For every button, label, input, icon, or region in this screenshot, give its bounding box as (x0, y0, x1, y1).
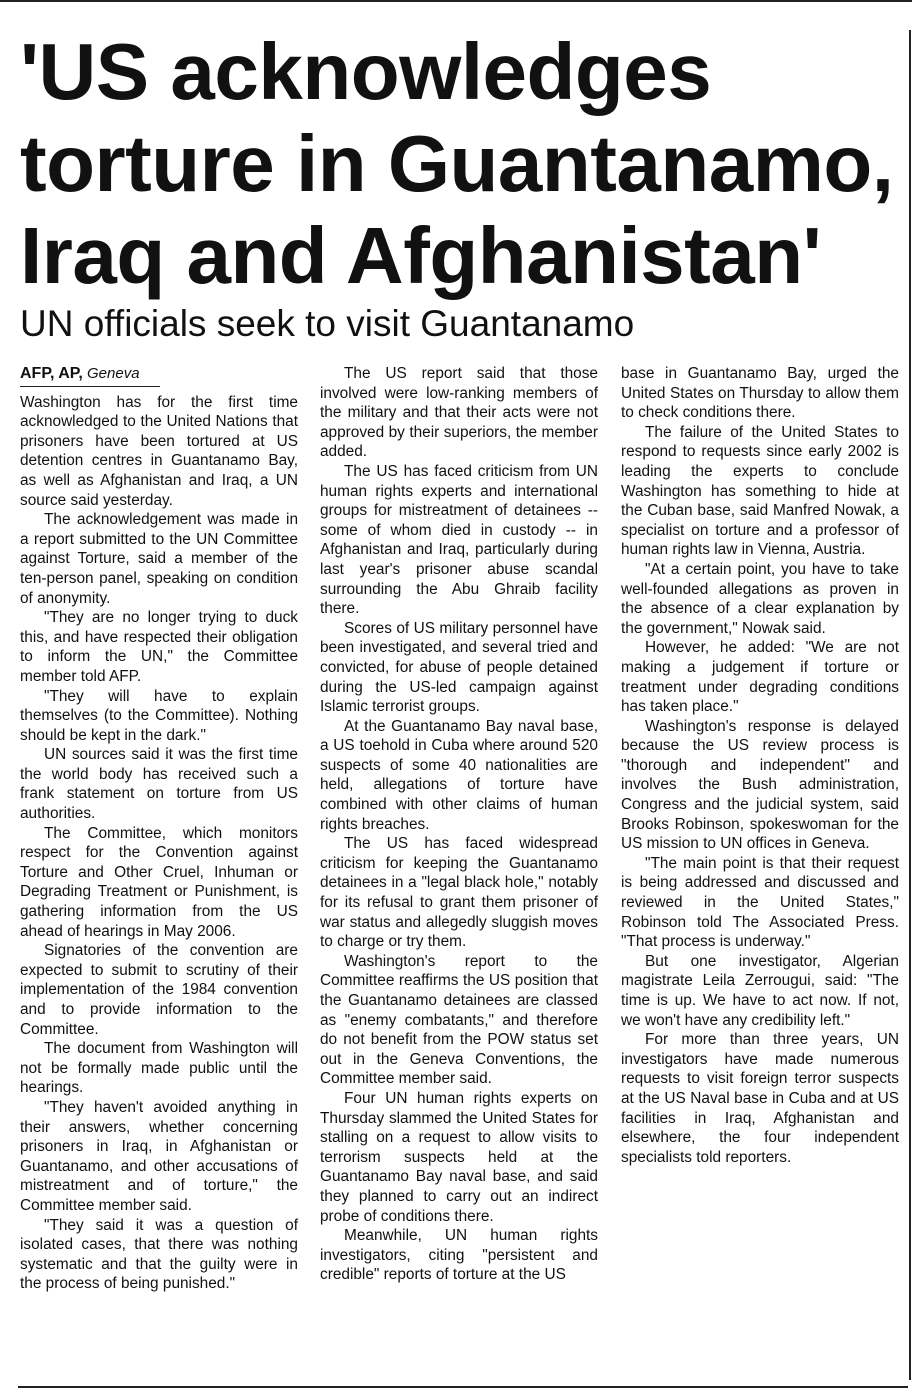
byline-agency: AFP, AP, (20, 365, 83, 382)
paragraph: At the Guantanamo Bay naval base, a US toehold in Cuba where around 520 suspects of some 40 nationalities are held, allegations of torture have combined with other claims of human rights breaches. (320, 717, 598, 833)
paragraph: But one investigator, Algerian magistrate Leila Zerrougui, said: "The time is up. We have to act now. If not, we won't have any credibility left." (621, 952, 899, 1029)
paragraph: Signatories of the convention are expected to submit to scrutiny of their implementation of the 1984 convention and to provide information to the Committee. (20, 942, 298, 1038)
paragraph: For more than three years, UN investigators have made numerous requests to visit foreign terror suspects at the US Naval base in Cuba and at US facilities in Iraq, Afghanistan and elsewhere, the four independent specialists told reporters. (621, 1031, 899, 1166)
article-column-1 (20, 364, 298, 1294)
paragraph: However, he added: "We are not making a judgement if torture or treatment under degrading conditions has taken place." (621, 639, 899, 716)
article-column-2 (320, 364, 598, 1285)
byline (20, 364, 160, 387)
paragraph: Scores of US military personnel have been investigated, and several tried and convicted, for abuse of people detained during the US-led campaign against Islamic terrorist groups. (320, 619, 598, 716)
byline-location: Geneva (87, 365, 140, 382)
paragraph: The US has faced widespread criticism for keeping the Guantanamo detainees in a "legal black hole," notably for its refusal to grant them prisoner of war status and allegedly sluggish moves to charge or try them. (320, 835, 598, 951)
paragraph: The US report said that those involved were low-ranking members of the military and that their acts were not approved by their superiors, the member added. (320, 365, 598, 461)
paragraph: Washington's report to the Committee reaffirms the US position that the Guantanamo detainees are classed as "enemy combatants," and therefore do not benefit from the POW status set out in the Geneva Conventions, the Committee member said. (320, 952, 598, 1088)
paragraph: The acknowledgement was made in a report submitted to the UN Committee against Torture, said a member of the ten-person panel, speaking on condition of anonymity. (20, 511, 298, 607)
paragraph: "They will have to explain themselves (to the Committee). Nothing should be kept in the dark." (20, 687, 298, 744)
paragraph: "They haven't avoided anything in their answers, whether concerning prisoners in Iraq, in Afghanistan or Guantanamo, and other accusations of mistreatment and of torture," the Committee member said. (20, 1098, 298, 1214)
paragraph: The US has faced criticism from UN human rights experts and international groups for mistreatment of detainees -- some of whom died in custody -- in Afghanistan and Iraq, particularly during last year's prisoner abuse scandal surrounding the Abu Ghraib facility there. (320, 462, 598, 618)
paragraph: The failure of the United States to respond to requests since early 2002 is leading the experts to conclude Washington has something to hide at the Cuban base, said Manfred Nowak, a specialist on torture and a professor of human rights law in Vienna, Austria. (621, 423, 899, 559)
paragraph: base in Guantanamo Bay, urged the United States on Thursday to allow them to check conditions there. (621, 365, 899, 422)
right-rule (909, 30, 911, 1380)
paragraph: Meanwhile, UN human rights investigators, citing "persistent and credible" reports of torture at the US (320, 1227, 598, 1284)
paragraph: "At a certain point, you have to take well-founded allegations as proven in the absence of a clear explanation by the government," Nowak said. (621, 560, 899, 637)
headline: 'US acknowledges torture in Guantanamo, Iraq and Afghanistan' (20, 27, 894, 300)
paragraph: Washington has for the first time acknowledged to the United Nations that prisoners have been tortured at US detention centres in Guantanamo Bay, as well as Afghanistan and Iraq, a UN source said yesterday. (20, 393, 298, 509)
paragraph: Washington's response is delayed because the US review process is "thorough and independent" and involves the Bush administration, Congress and the judicial system, said Brooks Robinson, spokeswoman for the US mission to UN offices in Geneva. (621, 717, 899, 853)
paragraph: The document from Washington will not be formally made public until the hearings. (20, 1040, 298, 1097)
article-column-3 (621, 364, 899, 1167)
bottom-rule (18, 1386, 908, 1388)
paragraph: "They are no longer trying to duck this, and have respected their obligation to inform the UN," the Committee member told AFP. (20, 609, 298, 685)
subheadline: UN officials seek to visit Guantanamo (20, 303, 635, 344)
paragraph: "They said it was a question of isolated cases, that there was nothing systematic and that the guilty were in the process of being punished." (20, 1216, 298, 1293)
top-rule (0, 0, 912, 2)
paragraph: "The main point is that their request is being addressed and discussed and reviewed in the United States," Robinson told The Associated Press. "That process is underway." (621, 854, 899, 951)
paragraph: The Committee, which monitors respect for the Convention against Torture and Other Cruel, Inhuman or Degrading Treatment or Punishment, is gathering information from the US ahead of hearings in May 2006. (20, 824, 298, 940)
paragraph: Four UN human rights experts on Thursday slammed the United States for stalling on a request to allow visits to terrorism suspects held at the Guantanamo Bay naval base, and said they planned to carry out an indirect probe of conditions there. (320, 1089, 598, 1225)
paragraph: UN sources said it was the first time the world body has received such a frank statement on torture from US authorities. (20, 746, 298, 823)
